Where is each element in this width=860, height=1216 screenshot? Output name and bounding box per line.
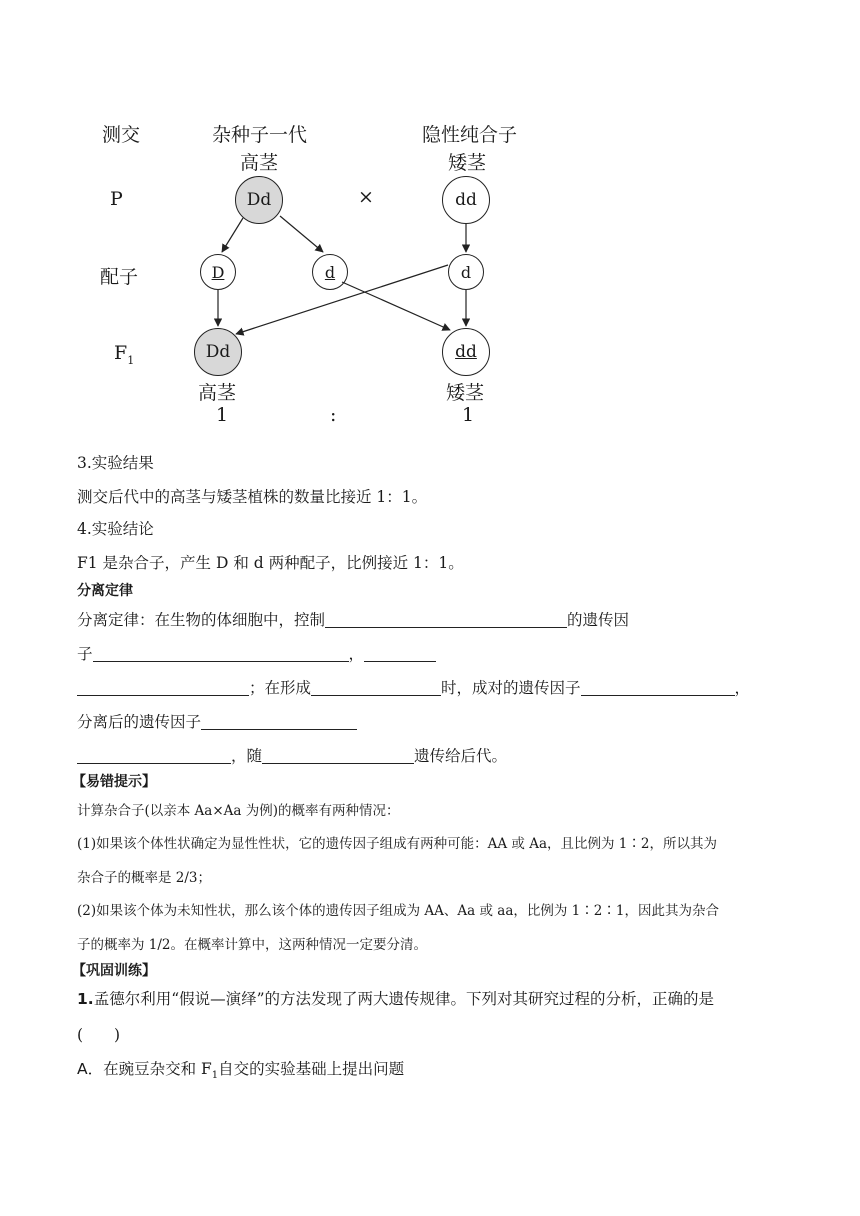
tip-intro: 计算杂合子(以亲本 Aa×Aa 为例)的概率有两种情况： [77, 803, 400, 819]
law-line-1-b: 的遗传因 [567, 611, 630, 629]
parent-left-circle: Dd [235, 176, 283, 224]
testcross-diagram [90, 112, 518, 432]
cross-symbol: × [358, 186, 374, 208]
tip-2a: (2)如果该个体为未知性状，那么该个体的遗传因子组成为 AA、Aa 或 aa，比例为 1∶2∶1，因此其为杂合 [77, 903, 719, 919]
label-testcross: 测交 [102, 124, 141, 146]
law-line-5-b: 遗传给后代。 [414, 747, 508, 765]
blank-6[interactable] [581, 679, 735, 696]
offspring-left-circle: Dd [194, 328, 242, 376]
arrow-dd-to-D [222, 218, 243, 252]
law-line-2-b: ， [348, 645, 365, 663]
law-line-3-c: ， [734, 679, 751, 697]
conclusion-heading: 4.实验结论 [77, 520, 154, 538]
tip-2b: 子的概率为 1/2。在概率计算中，这两种情况一定要分清。 [77, 937, 428, 953]
law-line-4-a: 分离后的遗传因子 [77, 713, 202, 731]
question-1-paren: ( ) [77, 1026, 121, 1044]
question-1-number: 1. [77, 990, 94, 1008]
law-line-4 [77, 710, 357, 732]
blank-9[interactable] [262, 747, 414, 764]
option-a-label: A． [77, 1060, 104, 1078]
law-line-5-a: ，随 [231, 747, 263, 765]
law-line-1-a: 分离定律：在生物的体细胞中，控制 [77, 611, 326, 629]
arrow-dd-to-d [280, 216, 323, 252]
label-p: P [110, 188, 123, 210]
offspring-right-trait: 矮茎 [446, 382, 485, 404]
option-a-sub: 1 [211, 1070, 219, 1082]
parent-left-trait: 高茎 [240, 152, 279, 174]
label-gamete: 配子 [100, 266, 139, 288]
conclusion-body: F1 是杂合子，产生 D 和 d 两种配子，比例接近 1：1。 [77, 554, 464, 572]
ratio-left: 1 [216, 404, 229, 426]
gamete-D-circle: D [200, 254, 236, 290]
law-line-3 [77, 676, 750, 698]
label-f1-sub: 1 [127, 353, 135, 367]
tip-1b: 杂合子的概率是 2/3； [77, 870, 212, 886]
option-a-text-1: 在豌豆杂交和 F [103, 1060, 212, 1078]
law-line-2-a: 子 [77, 645, 93, 663]
law-line-5 [77, 744, 507, 766]
gamete-recessive-d-circle: d [448, 254, 484, 290]
tip-1a: (1)如果该个体性状确定为显性性状，它的遗传因子组成有两种可能：AA 或 Aa，且比例为 1∶2，所以其为 [77, 836, 717, 852]
result-heading: 3.实验结果 [77, 454, 154, 472]
blank-5[interactable] [311, 679, 441, 696]
question-1-option-a[interactable] [77, 1057, 404, 1081]
question-1-text: 孟德尔利用“假说—演绎”的方法发现了两大遗传规律。下列对其研究过程的分析，正确的是 [93, 990, 715, 1008]
result-body: 测交后代中的高茎与矮茎植株的数量比接近 1：1。 [77, 488, 428, 506]
parent-right-title: 隐性纯合子 [422, 124, 518, 146]
blank-3[interactable] [364, 645, 436, 662]
tip-heading: 【易错提示】 [72, 774, 156, 790]
gamete-d-circle: d [312, 254, 348, 290]
blank-8[interactable] [77, 747, 231, 764]
label-f1 [114, 342, 134, 367]
option-a-text-2: 自交的实验基础上提出问题 [218, 1060, 405, 1078]
arrow-d-to-offspring [342, 282, 450, 330]
law-line-1 [77, 608, 629, 630]
blank-7[interactable] [201, 713, 357, 730]
law-heading: 分离定律 [77, 583, 133, 599]
ratio-colon: : [330, 404, 337, 426]
offspring-left-trait: 高茎 [198, 382, 237, 404]
blank-2[interactable] [93, 645, 349, 662]
offspring-right-circle: dd [442, 328, 490, 376]
label-f1-text: F [114, 342, 128, 364]
ratio-right: 1 [462, 404, 475, 426]
blank-4[interactable] [77, 679, 249, 696]
practice-heading: 【巩固训练】 [72, 963, 156, 979]
parent-left-title: 杂种子一代 [212, 124, 308, 146]
question-1 [77, 987, 714, 1009]
law-line-2 [77, 642, 436, 664]
law-line-3-b: 时，成对的遗传因子 [441, 679, 581, 697]
law-line-3-a: ；在形成 [249, 679, 312, 697]
parent-right-circle: dd [442, 176, 490, 224]
parent-right-trait: 矮茎 [448, 152, 487, 174]
blank-1[interactable] [325, 611, 567, 628]
